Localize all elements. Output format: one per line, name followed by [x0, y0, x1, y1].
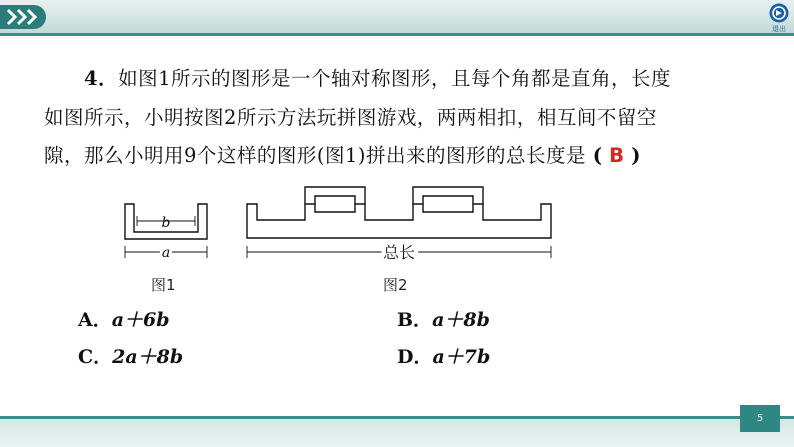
- answer-paren-open: (: [592, 144, 603, 167]
- question-number: 4．: [84, 67, 119, 90]
- option-b-value: a＋8b: [432, 309, 490, 331]
- option-c-letter: C．: [78, 346, 113, 368]
- option-d-value: a＋7b: [432, 346, 491, 368]
- figure-1-caption: 图1: [151, 276, 176, 294]
- option-b[interactable]: [397, 305, 490, 332]
- question-line-3: 隙，那么小明用9个这样的图形(图1)拼出来的图形的总长度是: [44, 144, 587, 167]
- option-a-value: a＋6b: [111, 309, 170, 331]
- figure-2-caption: 图2: [383, 276, 408, 294]
- exit-label: 退出: [772, 25, 786, 33]
- answer-paren-close: ): [631, 144, 641, 167]
- question-line-2: 如图所示，小明按图2所示方法玩拼图游戏，两两相扣，相互间不留空: [44, 105, 657, 129]
- figure-1-label-a: a: [161, 245, 171, 261]
- option-c-value: 2a＋8b: [112, 346, 184, 368]
- option-d-letter: D．: [397, 346, 433, 368]
- option-d[interactable]: [397, 342, 490, 369]
- question-line-1: 如图1所示的图形是一个轴对称图形，且每个角都是直角，长度: [118, 67, 671, 90]
- option-c[interactable]: [78, 342, 183, 369]
- option-a[interactable]: [78, 305, 170, 332]
- option-b-letter: B．: [397, 309, 433, 331]
- option-a-letter: A．: [78, 309, 112, 331]
- footer-bar: [0, 419, 794, 447]
- figure-1-label-b: b: [161, 215, 171, 231]
- answer-letter: B: [609, 144, 625, 167]
- figure-2-label-total: 总长: [382, 243, 416, 262]
- page-number-badge: 5: [740, 405, 780, 432]
